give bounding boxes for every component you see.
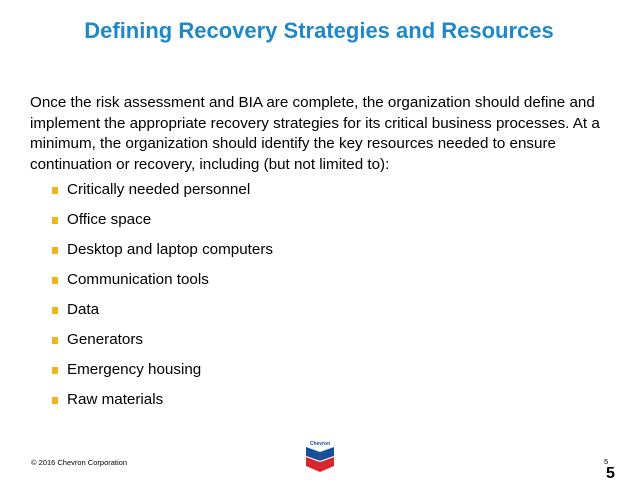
list-item-label: Critically needed personnel xyxy=(67,181,251,198)
list-item-label: Raw materials xyxy=(67,391,164,408)
list-item-label: Data xyxy=(67,301,100,318)
list-item-label: Emergency housing xyxy=(67,361,202,378)
footer-copyright: © 2016 Chevron Corporation xyxy=(31,458,127,467)
bullet-icon xyxy=(52,277,58,284)
bullet-icon xyxy=(52,217,58,224)
slide-title: Defining Recovery Strategies and Resources xyxy=(84,18,554,43)
logo-text: Chevron xyxy=(309,441,331,447)
list-item xyxy=(52,235,273,265)
list-item xyxy=(52,175,273,205)
list-item xyxy=(52,265,273,295)
list-item xyxy=(52,205,273,235)
chevron-logo-icon xyxy=(302,440,338,473)
list-item xyxy=(52,355,273,385)
resource-list xyxy=(52,175,273,415)
intro-paragraph: Once the risk assessment and BIA are complete, the organization should define and implement the appropriate recovery strategies for its critical business processes. At a minimum, the organization should identify the key resources needed to ensure continuation or recovery, including (but not limited to): xyxy=(30,94,600,173)
bullet-icon xyxy=(52,187,58,194)
list-item-label: Office space xyxy=(67,211,152,228)
list-item-label: Communication tools xyxy=(67,271,209,288)
bullet-icon xyxy=(52,367,58,374)
footer-page-number: 5 xyxy=(604,457,609,466)
bullet-icon xyxy=(52,397,58,404)
list-item xyxy=(52,325,273,355)
list-item-label: Desktop and laptop computers xyxy=(67,241,273,258)
slide-number: 5 xyxy=(606,465,615,482)
bullet-icon xyxy=(52,337,58,344)
list-item xyxy=(52,295,273,325)
list-item-label: Generators xyxy=(67,331,143,348)
bullet-icon xyxy=(52,247,58,254)
list-item xyxy=(52,385,273,415)
bullet-icon xyxy=(52,307,58,314)
